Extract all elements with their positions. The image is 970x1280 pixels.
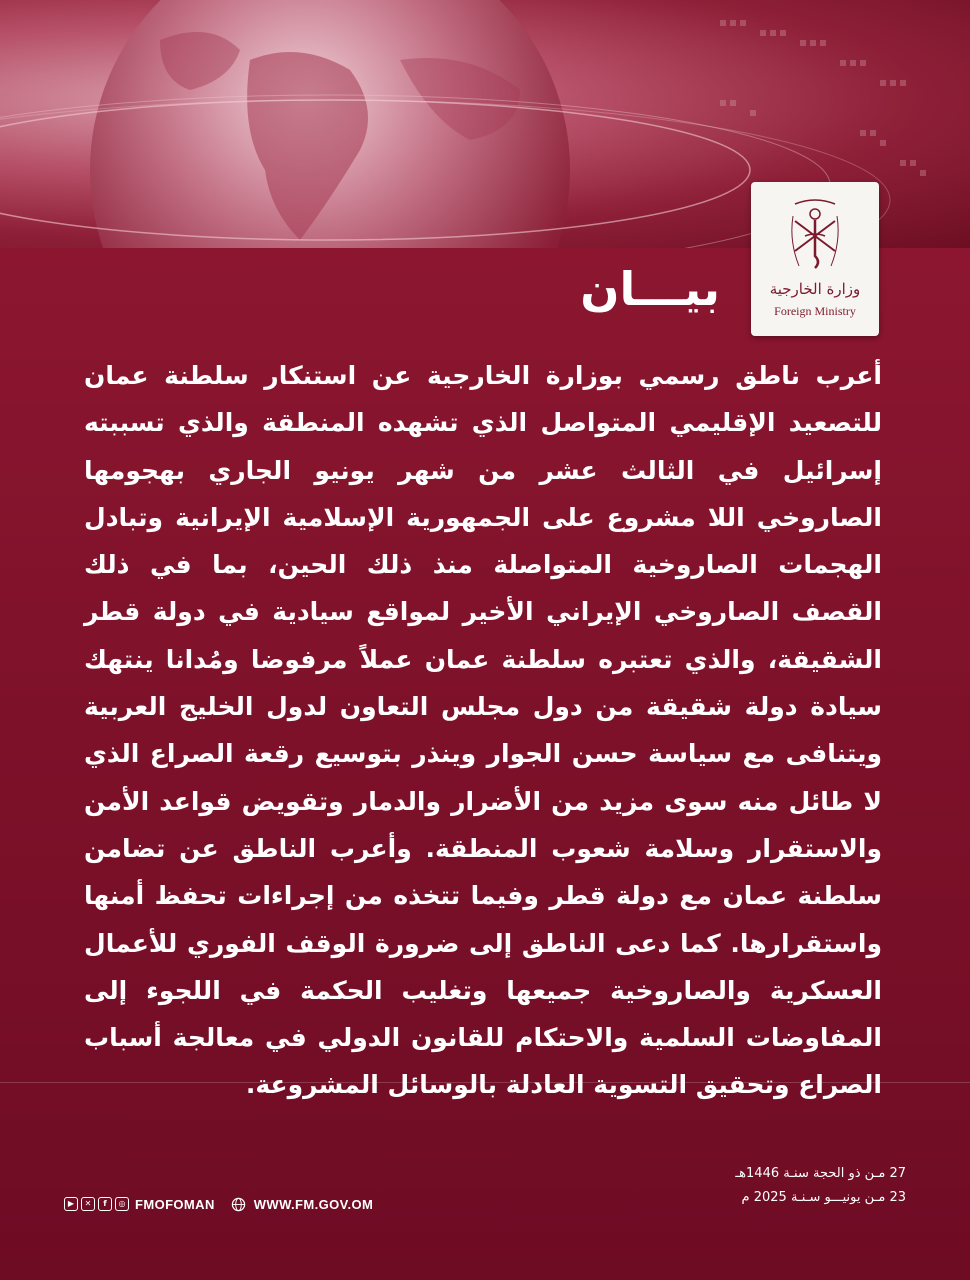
website-link[interactable]: WWW.FM.GOV.OM (253, 1196, 374, 1212)
facebook-icon[interactable]: f (98, 1197, 112, 1211)
ministry-logo (751, 182, 879, 336)
ministry-english-name: Foreign Ministry (774, 304, 856, 318)
social-handle[interactable]: FMOFOMAN (135, 1196, 215, 1212)
youtube-icon[interactable]: ▶ (64, 1197, 78, 1211)
oman-emblem-icon (785, 196, 845, 276)
ministry-arabic-name: وزارة الخارجية (769, 280, 861, 298)
divider (0, 1082, 970, 1083)
instagram-icon[interactable]: ◎ (115, 1197, 129, 1211)
footer (64, 1195, 373, 1213)
statement-dates (735, 1162, 906, 1210)
social-links (64, 1197, 129, 1211)
gregorian-date: 23 مـن يونيـــو سـنـة 2025 م (741, 1190, 906, 1205)
hijri-date: 27 مـن ذو الحجة سنـة 1446هـ (735, 1166, 906, 1181)
statement-title: بيـــان (580, 262, 720, 316)
globe-icon (231, 1197, 246, 1212)
x-icon[interactable]: ✕ (81, 1197, 95, 1211)
statement-body: أعرب ناطق رسمي بوزارة الخارجية عن استنكار سلطنة عمان للتصعيد الإقليمي المتواصل الذي تشهده المنطقة والذي تسببته إسرائيل في الثالث عشر من شهر يونيو الجاري بهجومها الصاروخي اللا مشروع على الجمهورية الإسلامية الإيرانية وتبادل الهجمات الصاروخية المتواصلة منذ ذلك الحين، بما في ذلك القصف الصاروخي الإيراني الأخير لمواقع سيادية في دولة قطر الشقيقة، والذي تعتبره سلطنة عمان عملاً مرفوضا ومُدانا ينتهك سيادة دولة شقيقة من دول مجلس التعاون لدول الخليج العربية ويتنافى مع سياسة حسن الجوار وينذر بتوسيع رقعة الصراع الذي لا طائل منه سوى مزيد من الأضرار والدمار وتقويض قواعد الأمن والاستقرار وسلامة شعوب المنطقة. وأعرب الناطق عن تضامن سلطنة عمان مع دولة قطر وفيما تتخذه من إجراءات تحفظ أمنها واستقرارها. كما دعى الناطق إلى ضرورة الوقف الفوري للأعمال العسكرية والصاروخية جميعها وتغليب الحكمة في اللجوء إلى المفاوضات السلمية والاحتكام للقانون الدولي في معالجة أسباب الصراع وتحقيق التسوية العادلة بالوسائل المشروعة. (84, 361, 882, 1100)
